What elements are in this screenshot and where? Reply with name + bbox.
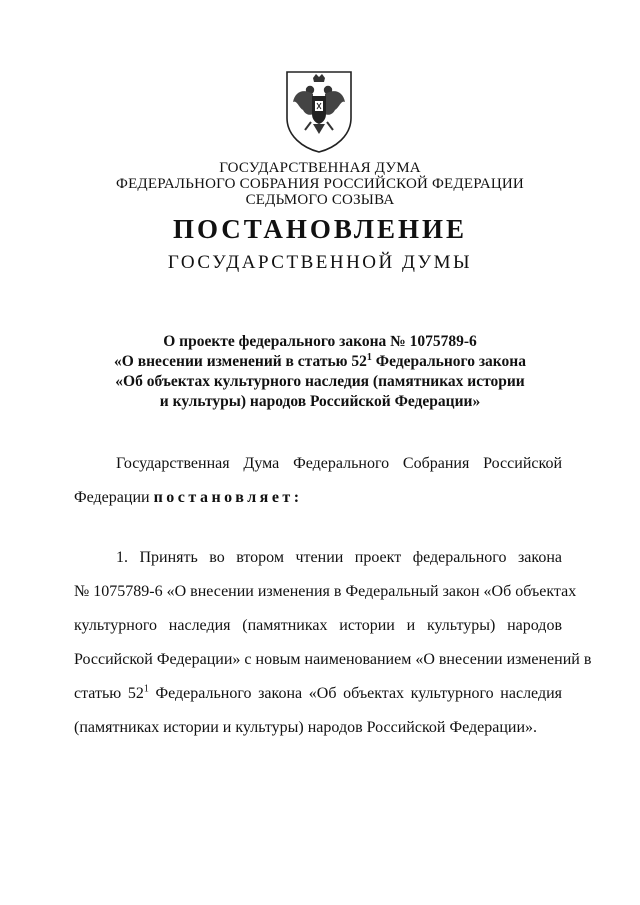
bill-line-3: «Об объектах культурного наследия (памятниках истории (115, 373, 525, 390)
document-title: ПОСТАНОВЛЕНИЕ (172, 214, 468, 244)
bill-line-1: О проекте федерального закона № 1075789-6 (163, 333, 477, 350)
item-1-line-4: Российской Федерации» с новым наименованием «О внесении изменений в (74, 651, 592, 668)
item-1-line-1: 1. Принять во втором чтении проект федерального закона (116, 549, 562, 566)
coat-of-arms-emblem (283, 68, 355, 154)
bill-reference (0, 332, 640, 412)
org-name-line-1: ГОСУДАРСТВЕННАЯ ДУМА (219, 160, 421, 176)
item-1-paragraph (74, 541, 592, 745)
org-name-line-2: ФЕДЕРАЛЬНОГО СОБРАНИЯ РОССИЙСКОЙ ФЕДЕРАЦИИ (116, 176, 524, 192)
preamble-line-1: Государственная Дума Федерального Собрания Российской (116, 455, 562, 472)
bill-line-2: «О внесении изменений в статью $52^1$ Федерального закона (114, 351, 526, 370)
item-1-line-3: культурного наследия (памятниках истории и культуры) народов (74, 617, 562, 634)
convocation-line: СЕДЬМОГО СОЗЫВА (245, 192, 395, 208)
bill-line-4: и культуры) народов Российской Федерации» (159, 393, 481, 410)
item-1-line-2: № 1075789-6 «О внесении изменения в Федеральный закон «Об объектах (74, 583, 577, 600)
preamble-line-2: Федерации постановляет: (74, 489, 303, 506)
document-subtitle: ГОСУДАРСТВЕННОЙ ДУМЫ (167, 252, 473, 273)
preamble-paragraph (74, 447, 562, 515)
item-1-line-5: статью $52^1$ Федерального закона «Об объектах культурного наследия (74, 683, 563, 702)
item-1-line-6: (памятниках истории и культуры) народов Российской Федерации». (74, 719, 538, 736)
